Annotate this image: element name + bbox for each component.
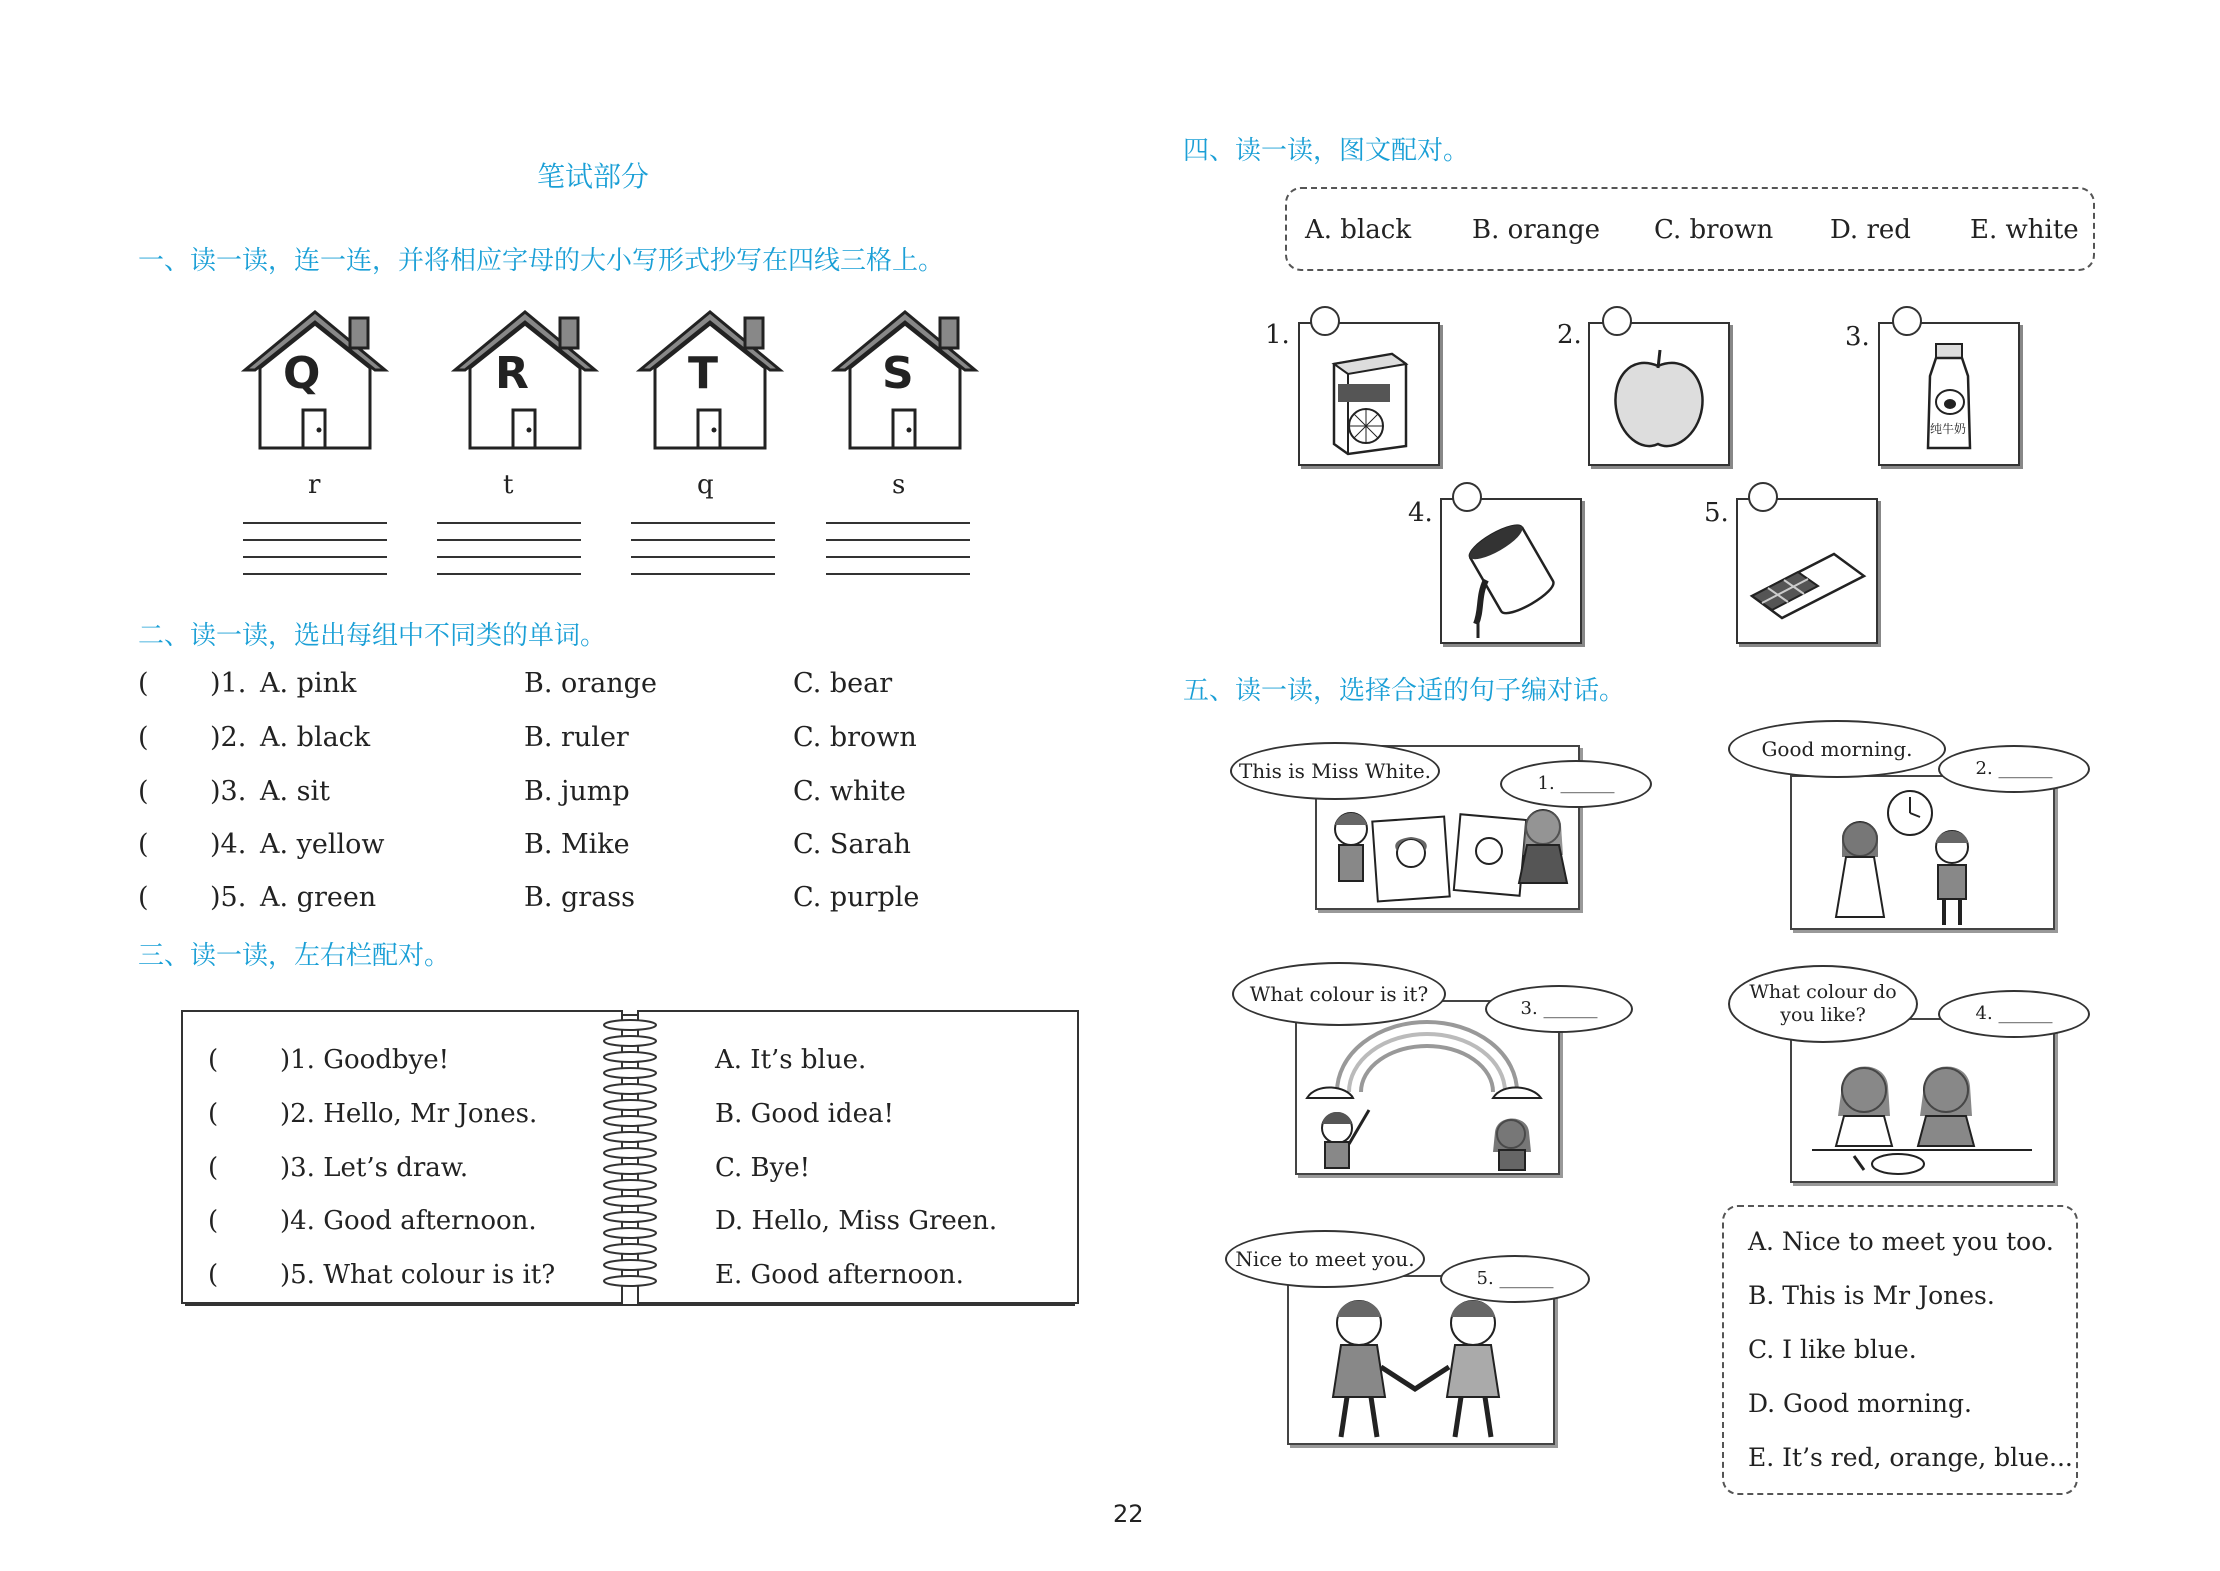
answer-bubble[interactable]: 1. ______ bbox=[1500, 760, 1652, 808]
option-a: A. yellow bbox=[260, 829, 385, 860]
option-c: C. Sarah bbox=[793, 829, 911, 860]
option-c: C. bear bbox=[793, 668, 893, 699]
match-left-text: )5. What colour is it? bbox=[280, 1260, 556, 1290]
option-b: B. ruler bbox=[524, 722, 629, 753]
item-number: 4. bbox=[1408, 498, 1433, 528]
house-letter: T bbox=[688, 348, 719, 399]
speech-bubble: This is Miss White. bbox=[1230, 742, 1440, 800]
option-a: A. sit bbox=[260, 776, 331, 807]
item-number: 1. bbox=[1265, 320, 1290, 350]
match-left-item bbox=[208, 1099, 538, 1129]
page-title: 笔试部分 bbox=[537, 160, 650, 193]
sentence-option: E. It’s red, orange, blue... bbox=[1748, 1443, 2073, 1472]
page-number: 22 bbox=[1113, 1500, 1144, 1528]
speech-bubble: What colour do you like? bbox=[1728, 965, 1918, 1043]
option-a: A. green bbox=[260, 882, 377, 913]
greeting-scene-icon bbox=[1792, 777, 2052, 927]
match-right-item: C. Bye! bbox=[715, 1153, 811, 1183]
option-a: A. pink bbox=[260, 668, 357, 699]
speech-bubble: What colour is it? bbox=[1232, 962, 1446, 1026]
speech-bubble: Good morning. bbox=[1728, 720, 1946, 778]
lowercase-letter: q bbox=[697, 470, 714, 500]
word-option: E. white bbox=[1970, 215, 2079, 245]
answer-circle[interactable] bbox=[1602, 306, 1632, 336]
section3-title: 三、读一读，左右栏配对。 bbox=[138, 941, 451, 971]
section2-title: 二、读一读，选出每组中不同类的单词。 bbox=[138, 621, 607, 651]
answer-circle[interactable] bbox=[1310, 306, 1340, 336]
answer-paren[interactable]: ( bbox=[138, 829, 149, 860]
sentence-option: C. I like blue. bbox=[1748, 1335, 1917, 1364]
answer-circle[interactable] bbox=[1892, 306, 1922, 336]
question-number: )2. bbox=[210, 722, 247, 753]
lowercase-letter: r bbox=[308, 470, 321, 500]
milk-label: 纯牛奶 bbox=[1930, 422, 1967, 436]
section4-title: 四、读一读，图文配对。 bbox=[1183, 136, 1470, 166]
match-left-text: )4. Good afternoon. bbox=[280, 1206, 537, 1236]
picture-frame bbox=[1588, 322, 1730, 466]
question-row bbox=[138, 722, 917, 753]
house-letter: R bbox=[495, 348, 529, 399]
option-b: B. jump bbox=[524, 776, 630, 807]
four-line-grid[interactable] bbox=[631, 522, 775, 576]
milk-bottle-icon bbox=[1880, 324, 2018, 464]
juice-box-icon bbox=[1300, 324, 1438, 464]
answer-paren[interactable]: ( bbox=[138, 722, 149, 753]
four-line-grid[interactable] bbox=[437, 522, 581, 576]
answer-paren[interactable]: ( bbox=[208, 1260, 219, 1290]
question-row bbox=[138, 882, 920, 913]
four-line-grid[interactable] bbox=[243, 522, 387, 576]
match-left-item bbox=[208, 1206, 537, 1236]
picture-frame bbox=[1878, 322, 2020, 466]
lowercase-letter: t bbox=[503, 470, 514, 500]
match-left-item bbox=[208, 1045, 450, 1075]
lowercase-letter: s bbox=[892, 470, 906, 500]
dialog-scene bbox=[1790, 775, 2055, 930]
match-right-item: A. It’s blue. bbox=[715, 1045, 867, 1075]
answer-bubble[interactable]: 5. ______ bbox=[1440, 1255, 1590, 1303]
answer-paren[interactable]: ( bbox=[208, 1099, 219, 1129]
word-option: A. black bbox=[1305, 215, 1412, 245]
answer-paren[interactable]: ( bbox=[208, 1206, 219, 1236]
answer-bubble[interactable]: 3. ______ bbox=[1485, 985, 1633, 1033]
option-c: C. white bbox=[793, 776, 906, 807]
house-letter: Q bbox=[283, 348, 321, 399]
match-right-item: D. Hello, Miss Green. bbox=[715, 1206, 998, 1236]
item-number: 2. bbox=[1557, 320, 1582, 350]
option-a: A. black bbox=[260, 722, 371, 753]
answer-paren[interactable]: ( bbox=[208, 1045, 219, 1075]
house-letter: S bbox=[882, 348, 914, 399]
match-left-text: )1. Goodbye! bbox=[280, 1045, 450, 1075]
sentence-options-box bbox=[1722, 1205, 2078, 1495]
sentence-option: A. Nice to meet you too. bbox=[1748, 1227, 2054, 1256]
option-c: C. brown bbox=[793, 722, 917, 753]
question-number: )3. bbox=[210, 776, 247, 807]
item-number: 3. bbox=[1845, 322, 1870, 352]
question-number: )1. bbox=[210, 668, 247, 699]
answer-bubble[interactable]: 4. ______ bbox=[1938, 990, 2090, 1038]
question-row bbox=[138, 829, 911, 860]
four-line-grid[interactable] bbox=[826, 522, 970, 576]
sentence-option: B. This is Mr Jones. bbox=[1748, 1281, 1995, 1310]
item-number: 5. bbox=[1704, 498, 1729, 528]
answer-paren[interactable]: ( bbox=[138, 882, 149, 913]
question-row bbox=[138, 668, 893, 699]
answer-paren[interactable]: ( bbox=[208, 1153, 219, 1183]
word-option: C. brown bbox=[1654, 215, 1774, 245]
match-right-item: E. Good afternoon. bbox=[715, 1260, 964, 1290]
question-number: )5. bbox=[210, 882, 247, 913]
option-c: C. purple bbox=[793, 882, 920, 913]
word-option: B. orange bbox=[1472, 215, 1600, 245]
question-number: )4. bbox=[210, 829, 247, 860]
word-bank-box bbox=[1285, 187, 2095, 271]
answer-circle[interactable] bbox=[1748, 482, 1778, 512]
speech-bubble: Nice to meet you. bbox=[1225, 1230, 1425, 1288]
match-left-text: )2. Hello, Mr Jones. bbox=[280, 1099, 538, 1129]
picture-frame bbox=[1736, 498, 1878, 644]
question-row bbox=[138, 776, 906, 807]
section5-title: 五、读一读，选择合适的句子编对话。 bbox=[1183, 676, 1626, 706]
word-option: D. red bbox=[1830, 215, 1911, 245]
match-left-text: )3. Let’s draw. bbox=[280, 1153, 469, 1183]
apple-icon bbox=[1590, 324, 1728, 464]
chocolate-bar-icon bbox=[1738, 500, 1876, 642]
picture-frame bbox=[1298, 322, 1440, 466]
painting-scene-icon bbox=[1792, 1020, 2052, 1180]
picture-frame bbox=[1440, 498, 1582, 644]
sentence-option: D. Good morning. bbox=[1748, 1389, 1972, 1418]
answer-circle[interactable] bbox=[1452, 482, 1482, 512]
match-left-item bbox=[208, 1260, 556, 1290]
match-left-item bbox=[208, 1153, 469, 1183]
option-b: B. Mike bbox=[524, 829, 630, 860]
option-b: B. orange bbox=[524, 668, 657, 699]
answer-paren[interactable]: ( bbox=[138, 668, 149, 699]
option-b: B. grass bbox=[524, 882, 636, 913]
answer-bubble[interactable]: 2. ______ bbox=[1938, 745, 2090, 793]
answer-paren[interactable]: ( bbox=[138, 776, 149, 807]
section1-title: 一、读一读，连一连，并将相应字母的大小写形式抄写在四线三格上。 bbox=[138, 246, 945, 276]
ink-bottle-icon bbox=[1442, 500, 1580, 642]
match-right-item: B. Good idea! bbox=[715, 1099, 894, 1129]
